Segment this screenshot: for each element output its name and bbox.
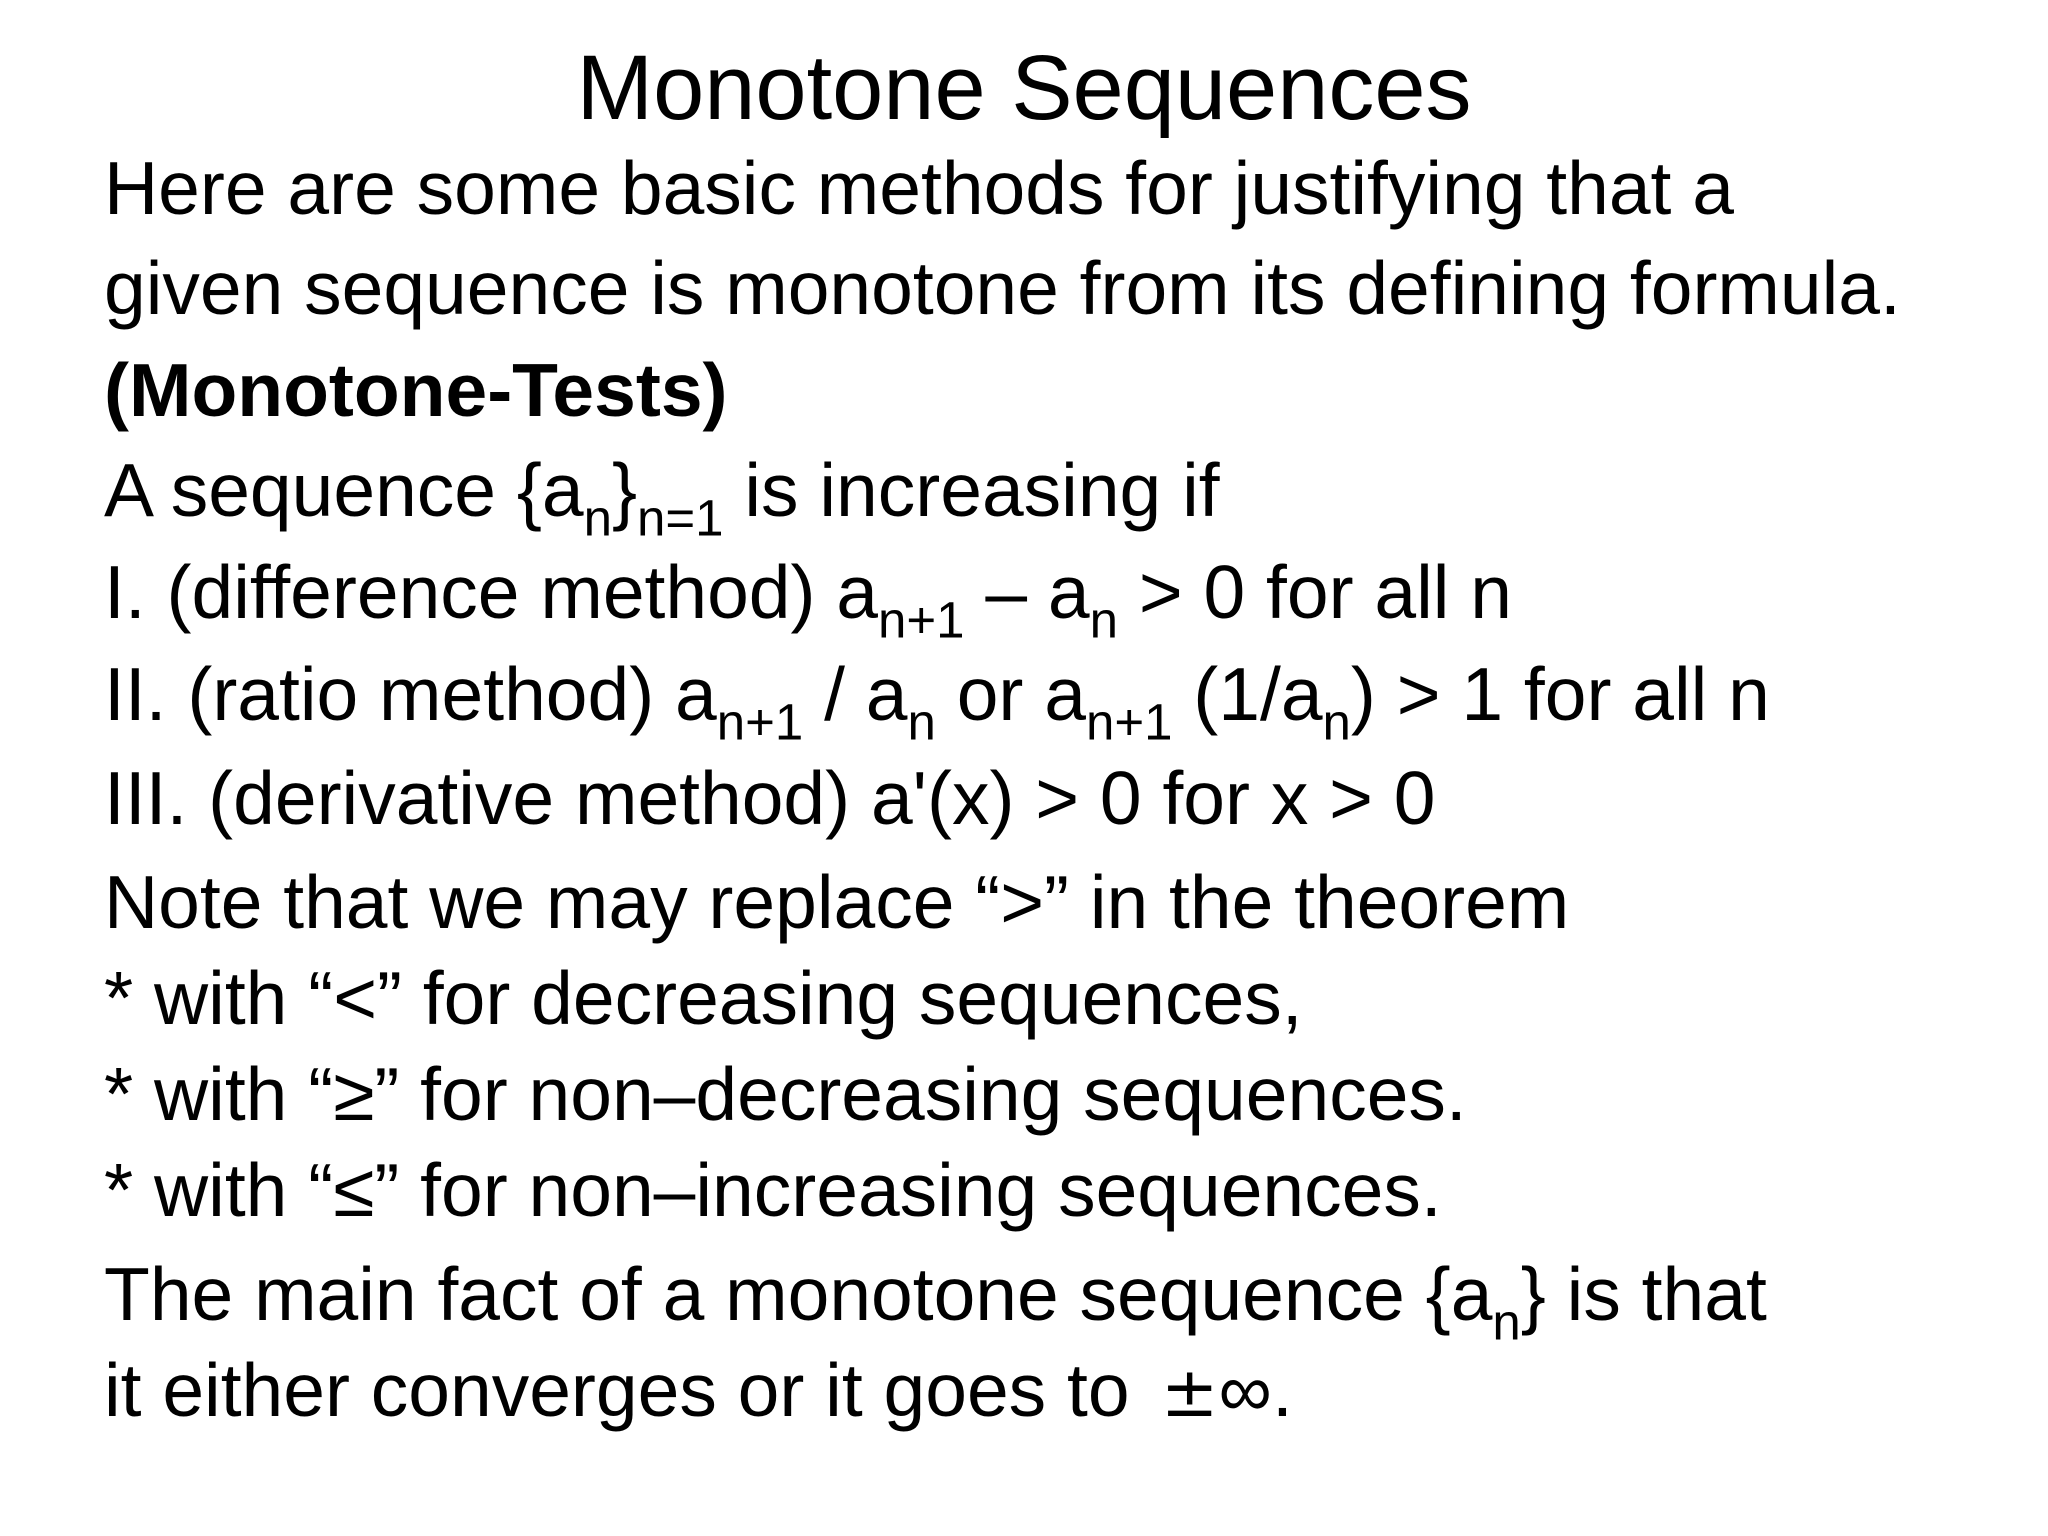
- plus-minus-symbol: ±: [1160, 1353, 1219, 1433]
- method1-prefix: I. (difference method) a: [104, 550, 879, 634]
- method1-suffix: > 0 for all n: [1118, 550, 1513, 634]
- subscript-n: n: [1492, 1293, 1521, 1351]
- subscript-n: n: [1322, 693, 1351, 751]
- method2-mid-2: or a: [935, 652, 1086, 736]
- main-fact-prefix: The main fact of a monotone sequence {a: [104, 1252, 1493, 1336]
- derivative-method: III. (derivative method) a'(x) > 0 for x > 0: [104, 756, 1436, 840]
- increasing-definition: [104, 440, 1220, 547]
- subscript-n-plus-1: n+1: [1085, 693, 1173, 751]
- note-item-non-decreasing: * with “≥” for non–decreasing sequences.: [104, 1052, 1467, 1136]
- method2-prefix: II. (ratio method) a: [104, 652, 717, 736]
- tests-heading: (Monotone-Tests): [104, 348, 728, 432]
- note-intro: Note that we may replace “>” in the theorem: [104, 860, 1570, 944]
- method2-mid-3: (1/a: [1172, 652, 1323, 736]
- subscript-range: n=1: [637, 489, 724, 547]
- closing-brace: }: [611, 448, 638, 532]
- note-item-decreasing: * with “<” for decreasing sequences,: [104, 956, 1303, 1040]
- subscript-n: n: [907, 693, 936, 751]
- subscript-n-plus-1: n+1: [716, 693, 804, 751]
- intro-line-1: Here are some basic methods for justifying that a: [104, 146, 1734, 230]
- method2-suffix: ) > 1 for all n: [1350, 652, 1770, 736]
- slide-title: Monotone Sequences: [576, 37, 1472, 139]
- subscript-n: n: [583, 489, 612, 547]
- increasing-suffix: is increasing if: [723, 448, 1220, 532]
- difference-method: [104, 542, 1513, 649]
- increasing-prefix: A sequence {a: [104, 448, 584, 532]
- main-fact-line2-suffix: ∞.: [1218, 1348, 1293, 1432]
- method1-mid: – a: [964, 550, 1090, 634]
- ratio-method: [104, 644, 1770, 751]
- main-fact-line2-prefix: it either converges or it goes to: [104, 1348, 1151, 1432]
- main-fact-line-1: [104, 1244, 1767, 1351]
- subscript-n: n: [1089, 591, 1119, 649]
- note-item-non-increasing: * with “≤” for non–increasing sequences.: [104, 1148, 1442, 1232]
- method2-mid-1: / a: [803, 652, 908, 736]
- subscript-n-plus-1: n+1: [878, 591, 965, 649]
- main-fact-suffix: } is that: [1520, 1252, 1767, 1336]
- main-fact-line-2: [104, 1340, 1293, 1443]
- intro-line-2: given sequence is monotone from its defining formula.: [104, 246, 1901, 330]
